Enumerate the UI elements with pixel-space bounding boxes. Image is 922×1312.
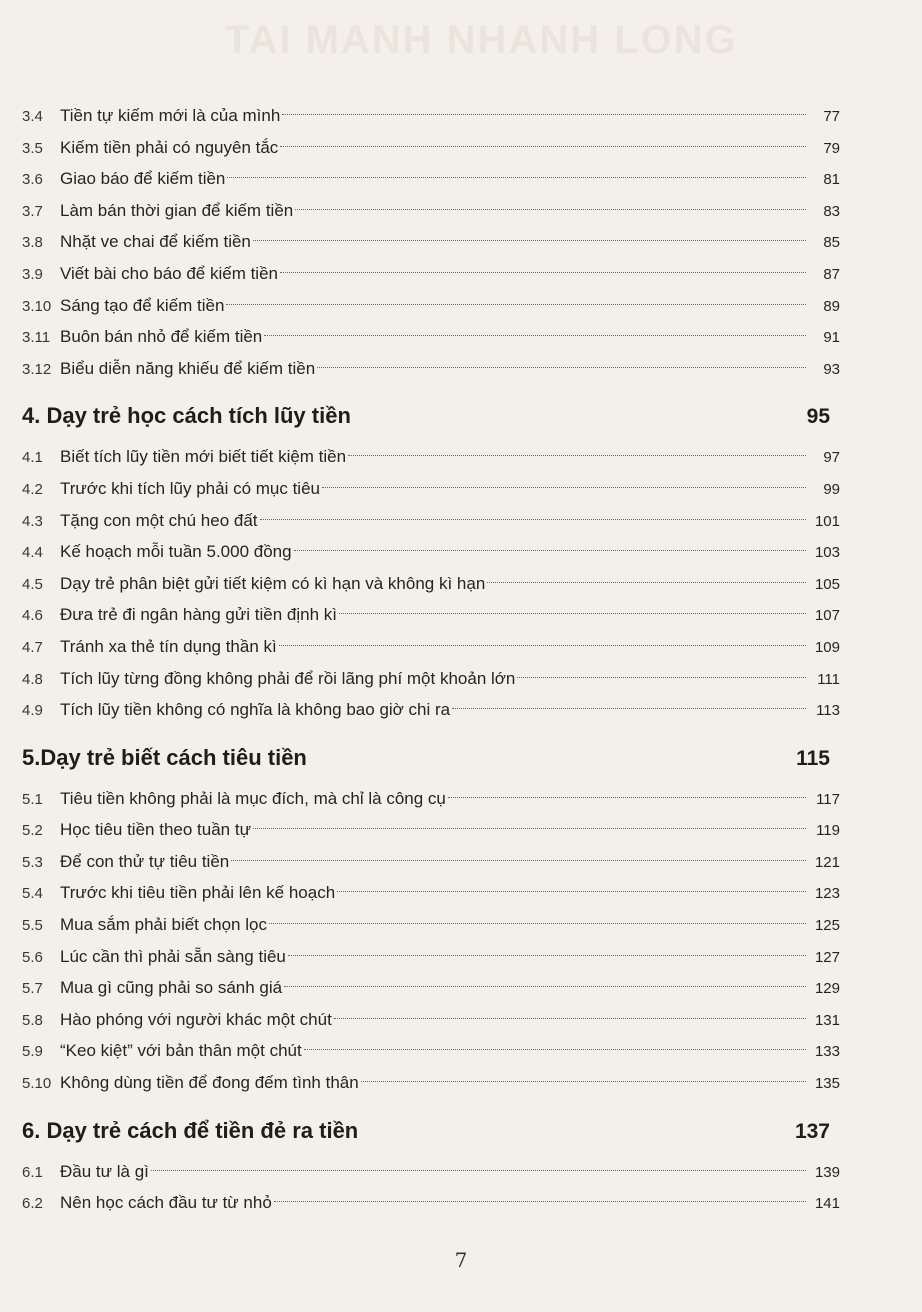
dot-leader — [269, 923, 806, 924]
toc-entry[interactable] — [22, 353, 840, 385]
dot-leader — [337, 891, 806, 892]
toc-entry[interactable] — [22, 783, 840, 815]
entry-number: 3.5 — [22, 139, 43, 157]
dot-leader — [339, 613, 806, 614]
entry-page: 125 — [814, 917, 840, 935]
entry-title: Viết bài cho báo để kiếm tiền — [60, 263, 278, 283]
entry-title: Tiền tự kiếm mới là của mình — [60, 106, 281, 125]
entry-number: 6.1 — [22, 1163, 43, 1181]
entry-page: 97 — [823, 449, 840, 467]
entry-number: 5.7 — [22, 980, 43, 998]
entry-title: Dạy trẻ phân biệt gửi tiết kiệm có kì hạn và không kì hạn — [60, 573, 486, 593]
dot-leader — [226, 304, 806, 305]
toc-entry[interactable] — [22, 631, 840, 663]
chapter-page: 115 — [796, 746, 830, 770]
entry-title: “Keo kiệt” với bản thân một chút — [60, 1041, 302, 1061]
dot-leader — [274, 1201, 806, 1202]
entry-number: 5.8 — [22, 1011, 43, 1029]
dot-leader — [253, 828, 806, 829]
toc-entry[interactable] — [22, 814, 840, 846]
dot-leader — [295, 209, 806, 210]
entry-page: 91 — [823, 329, 840, 347]
chapter-page: 137 — [794, 1119, 830, 1143]
entry-title: Không dùng tiền để đong đếm tình thân — [60, 1073, 359, 1093]
toc-entry[interactable] — [22, 663, 840, 695]
entry-number: 4.7 — [22, 638, 43, 656]
toc-entry[interactable] — [22, 536, 840, 568]
entry-number: 3.12 — [22, 360, 52, 378]
dot-leader — [304, 1049, 806, 1050]
entry-title: Mua sắm phải biết chọn lọc — [60, 915, 267, 935]
chapter-6-heading[interactable] — [22, 1105, 840, 1156]
entry-number: 4.2 — [22, 480, 43, 498]
entry-page: 121 — [814, 853, 840, 871]
entry-title: Tránh xa thẻ tín dụng thần kì — [60, 636, 277, 656]
toc-entry[interactable] — [22, 877, 840, 909]
bleed-through-heading: TAI MANH NHANH LONG — [225, 18, 738, 62]
dot-leader — [260, 519, 806, 520]
entry-title: Nhặt ve chai để kiếm tiền — [60, 232, 251, 252]
toc-entry[interactable] — [22, 100, 840, 132]
entry-number: 3.11 — [22, 329, 51, 347]
entry-title: Giao báo để kiếm tiền — [60, 169, 226, 189]
dot-leader — [231, 860, 806, 861]
entry-number: 3.4 — [22, 108, 43, 125]
entry-number: 5.1 — [22, 790, 43, 808]
table-of-contents — [22, 100, 840, 1219]
entry-page: 113 — [816, 702, 840, 720]
entry-number: 4.8 — [22, 670, 43, 688]
entry-title: Tích lũy từng đồng không phải để rồi lãng phí một khoản lớn — [60, 668, 516, 688]
entry-number: 3.9 — [22, 265, 43, 283]
section-6-entries — [22, 1156, 840, 1219]
toc-entry[interactable] — [22, 441, 840, 473]
entry-title: Trước khi tích lũy phải có mục tiêu — [60, 478, 320, 498]
dot-leader — [322, 487, 806, 488]
dot-leader — [284, 986, 806, 987]
dot-leader — [452, 708, 806, 709]
entry-page: 129 — [814, 980, 840, 998]
dot-leader — [282, 114, 806, 115]
toc-entry[interactable] — [22, 972, 840, 1004]
entry-title: Sáng tạo để kiếm tiền — [60, 295, 225, 315]
entry-number: 3.8 — [22, 234, 43, 252]
toc-entry[interactable] — [22, 290, 840, 322]
toc-entry[interactable] — [22, 195, 840, 227]
entry-title: Làm bán thời gian để kiếm tiền — [60, 200, 294, 220]
entry-title: Kiếm tiền phải có nguyên tắc — [60, 137, 279, 157]
entry-number: 5.4 — [22, 885, 43, 903]
entry-number: 4.5 — [22, 575, 43, 593]
section-5-entries — [22, 783, 840, 1099]
entry-title: Trước khi tiêu tiền phải lên kế hoạch — [60, 883, 336, 903]
entry-title: Đưa trẻ đi ngân hàng gửi tiền định kì — [60, 605, 337, 625]
dot-leader — [288, 955, 806, 956]
entry-page: 87 — [823, 265, 840, 283]
toc-entry[interactable] — [22, 694, 840, 726]
toc-entry[interactable] — [22, 1067, 840, 1099]
entry-number: 4.9 — [22, 702, 43, 720]
entry-title: Biết tích lũy tiền mới biết tiết kiệm tiền — [60, 447, 347, 467]
entry-page: 85 — [823, 234, 840, 252]
entry-number: 5.6 — [22, 948, 43, 966]
entry-title: Để con thử tự tiêu tiền — [60, 851, 230, 871]
chapter-title: 6. Dạy trẻ cách để tiền đẻ ra tiền — [22, 1117, 359, 1143]
dot-leader — [317, 367, 806, 368]
entry-page: 77 — [823, 108, 840, 125]
entry-title: Hào phóng với người khác một chút — [60, 1009, 332, 1029]
entry-title: Học tiêu tiền theo tuần tự — [60, 820, 251, 840]
entry-title: Nên học cách đầu tư từ nhỏ — [60, 1193, 272, 1213]
toc-entry[interactable] — [22, 1004, 840, 1036]
entry-page: 89 — [823, 297, 840, 315]
dot-leader — [227, 177, 806, 178]
chapter-5-heading[interactable] — [22, 732, 840, 783]
entry-page: 117 — [816, 790, 840, 808]
entry-number: 4.1 — [22, 449, 43, 467]
entry-number: 5.5 — [22, 917, 43, 935]
entry-number: 5.2 — [22, 822, 43, 840]
dot-leader — [279, 645, 806, 646]
section-4-entries — [22, 441, 840, 725]
entry-number: 6.2 — [22, 1195, 43, 1213]
page-number: 7 — [454, 1248, 468, 1272]
dot-leader — [294, 550, 806, 551]
entry-number: 4.3 — [22, 512, 43, 530]
dot-leader — [487, 582, 806, 583]
entry-page: 119 — [816, 822, 840, 840]
dot-leader — [448, 797, 806, 798]
toc-entry[interactable] — [22, 226, 840, 258]
dot-leader — [334, 1018, 806, 1019]
entry-page: 101 — [814, 512, 840, 530]
toc-entry[interactable] — [22, 258, 840, 290]
section-3-entries — [22, 100, 840, 384]
entry-page: 131 — [814, 1011, 840, 1029]
entry-title: Tích lũy tiền không có nghĩa là không bao giờ chi ra — [60, 700, 451, 720]
toc-entry[interactable] — [22, 1035, 840, 1067]
entry-page: 109 — [814, 638, 840, 656]
entry-page: 83 — [823, 202, 840, 220]
entry-title: Tặng con một chú heo đất — [60, 510, 258, 530]
dot-leader — [517, 677, 806, 678]
chapter-4-heading[interactable] — [22, 390, 840, 441]
entry-page: 123 — [814, 885, 840, 903]
entry-title: Tiêu tiền không phải là mục đích, mà chỉ là công cụ — [60, 788, 446, 808]
entry-page: 93 — [823, 360, 840, 378]
toc-entry[interactable] — [22, 599, 840, 631]
toc-entry[interactable] — [22, 909, 840, 941]
dot-leader — [361, 1081, 806, 1082]
toc-entry[interactable] — [22, 473, 840, 505]
dot-leader — [280, 146, 806, 147]
entry-number: 5.10 — [22, 1075, 52, 1093]
entry-page: 135 — [814, 1075, 840, 1093]
entry-title: Buôn bán nhỏ để kiếm tiền — [60, 327, 263, 347]
entry-page: 111 — [817, 670, 840, 688]
entry-title: Đầu tư là gì — [60, 1161, 149, 1181]
chapter-title: 5.Dạy trẻ biết cách tiêu tiền — [22, 744, 307, 770]
chapter-title: 4. Dạy trẻ học cách tích lũy tiền — [22, 403, 351, 429]
entry-page: 133 — [814, 1043, 840, 1061]
entry-page: 103 — [814, 544, 840, 562]
toc-entry[interactable] — [22, 505, 840, 537]
toc-entry[interactable] — [22, 568, 840, 600]
entry-page: 139 — [814, 1163, 840, 1181]
entry-title: Lúc cần thì phải sẵn sàng tiêu — [60, 946, 286, 966]
entry-page: 79 — [823, 139, 840, 157]
chapter-page: 95 — [806, 405, 830, 429]
dot-leader — [253, 240, 806, 241]
dot-leader — [348, 455, 806, 456]
entry-page: 141 — [814, 1195, 840, 1213]
toc-entry[interactable] — [22, 163, 840, 195]
toc-entry[interactable] — [22, 846, 840, 878]
entry-number: 4.4 — [22, 544, 43, 562]
entry-page: 99 — [823, 480, 840, 498]
entry-number: 5.3 — [22, 853, 43, 871]
toc-entry[interactable] — [22, 132, 840, 164]
entry-number: 3.6 — [22, 171, 43, 189]
toc-entry[interactable] — [22, 1187, 840, 1219]
toc-entry[interactable] — [22, 1156, 840, 1188]
entry-page: 105 — [814, 575, 840, 593]
toc-entry[interactable] — [22, 941, 840, 973]
dot-leader — [280, 272, 806, 273]
entry-number: 4.6 — [22, 607, 43, 625]
entry-page: 127 — [814, 948, 840, 966]
dot-leader — [264, 335, 806, 336]
entry-page: 81 — [823, 171, 840, 189]
dot-leader — [151, 1170, 806, 1171]
toc-entry[interactable] — [22, 321, 840, 353]
entry-page: 107 — [814, 607, 840, 625]
entry-title: Kế hoạch mỗi tuần 5.000 đồng — [60, 542, 292, 562]
entry-number: 3.7 — [22, 202, 43, 220]
entry-title: Mua gì cũng phải so sánh giá — [60, 978, 283, 998]
entry-number: 3.10 — [22, 297, 52, 315]
entry-number: 5.9 — [22, 1043, 43, 1061]
entry-title: Biểu diễn năng khiếu để kiếm tiền — [60, 358, 316, 378]
